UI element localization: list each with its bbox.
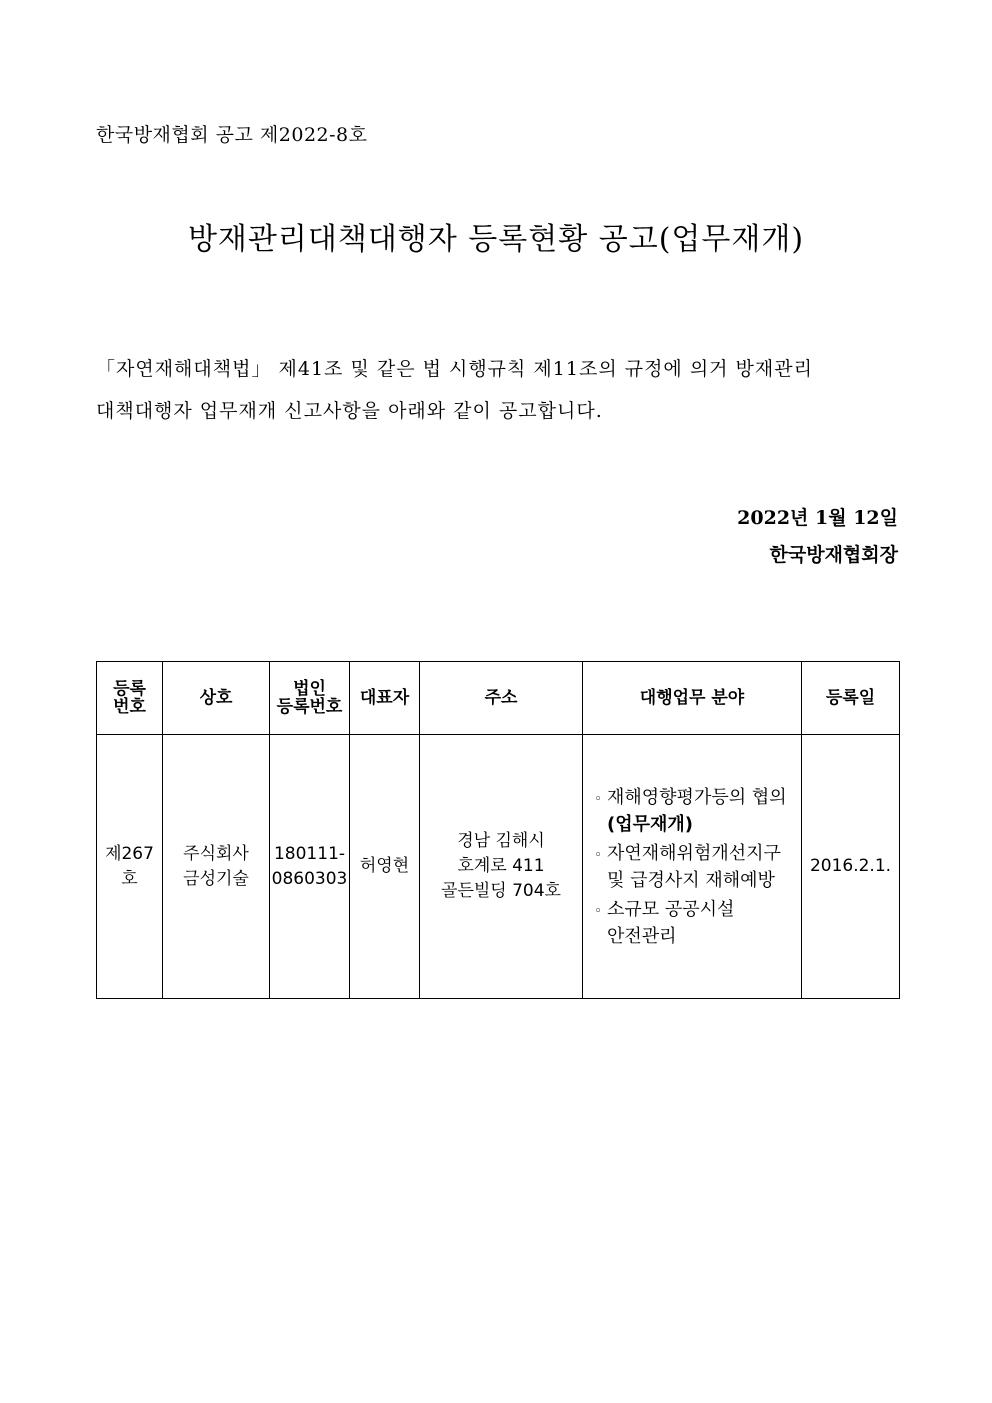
company-line-1: 주식회사 — [183, 843, 249, 864]
issuer-name: 한국방재협회장 — [769, 544, 898, 566]
business-item — [589, 897, 801, 949]
business-item — [589, 841, 801, 893]
cell-address — [420, 735, 583, 999]
company-line-2: 금성기술 — [183, 868, 249, 889]
address-line-3: 골든빌딩 704호 — [441, 881, 561, 901]
bullet-icon: ◦ — [594, 903, 602, 919]
business-item-line — [589, 785, 801, 812]
address-line-1: 경남 김해시 — [457, 831, 545, 851]
body-paragraph — [96, 348, 898, 432]
body-line-2: 대책대행자 업무재개 신고사항을 아래와 같이 공고합니다. — [96, 400, 603, 422]
header-corp-reg-line-2: 등록번호 — [276, 697, 343, 717]
cell-rep: 허영현 — [350, 735, 420, 999]
cell-corp-reg — [270, 735, 350, 999]
cell-reg-date: 2016.2.1. — [802, 735, 900, 999]
business-text: 자연재해위험개선지구 — [607, 842, 781, 864]
header-reg-no-line-1: 등록 — [113, 679, 146, 699]
business-item-line: 및 급경사지 재해예방 — [607, 869, 775, 891]
cell-company — [163, 735, 270, 999]
header-corp-reg-line-1: 법인 — [293, 679, 326, 699]
corp-reg-line-1: 180111- — [273, 843, 346, 864]
header-reg-no — [97, 662, 163, 735]
header-company: 상호 — [163, 662, 270, 735]
bullet-icon: ◦ — [594, 791, 602, 807]
body-line-1: 「자연재해대책법」 제41조 및 같은 법 시행규칙 제11조의 규정에 의거 방재관리 — [96, 358, 813, 380]
header-rep: 대표자 — [350, 662, 420, 735]
cell-business — [583, 735, 802, 999]
header-address: 주소 — [420, 662, 583, 735]
header-business: 대행업무 분야 — [583, 662, 802, 735]
header-reg-date: 등록일 — [802, 662, 900, 735]
notice-date: 2022년 1월 12일 — [737, 507, 898, 529]
address-line-2: 호계로 411 — [457, 856, 545, 876]
business-item-line: 안전관리 — [607, 925, 677, 947]
header-corp-reg — [270, 662, 350, 735]
header-reg-no-line-2: 번호 — [113, 697, 146, 717]
notice-number: 한국방재협회 공고 제2022-8호 — [96, 124, 368, 146]
business-item-line — [589, 841, 801, 868]
business-text: 재해영향평가등의 협의 — [607, 786, 787, 808]
business-text: 소규모 공공시설 — [607, 898, 735, 920]
table-header-row — [97, 662, 900, 735]
bullet-icon: ◦ — [594, 847, 602, 863]
registration-table — [96, 661, 900, 999]
cell-reg-no: 제267호 — [97, 735, 163, 999]
document-title: 방재관리대책대행자 등록현황 공고(업무재개) — [187, 222, 805, 257]
business-item-line: (업무재개) — [607, 813, 694, 835]
business-item-line — [589, 897, 801, 924]
corp-reg-line-2: 0860303 — [271, 868, 348, 889]
table-row — [97, 735, 900, 999]
business-item — [589, 785, 801, 837]
